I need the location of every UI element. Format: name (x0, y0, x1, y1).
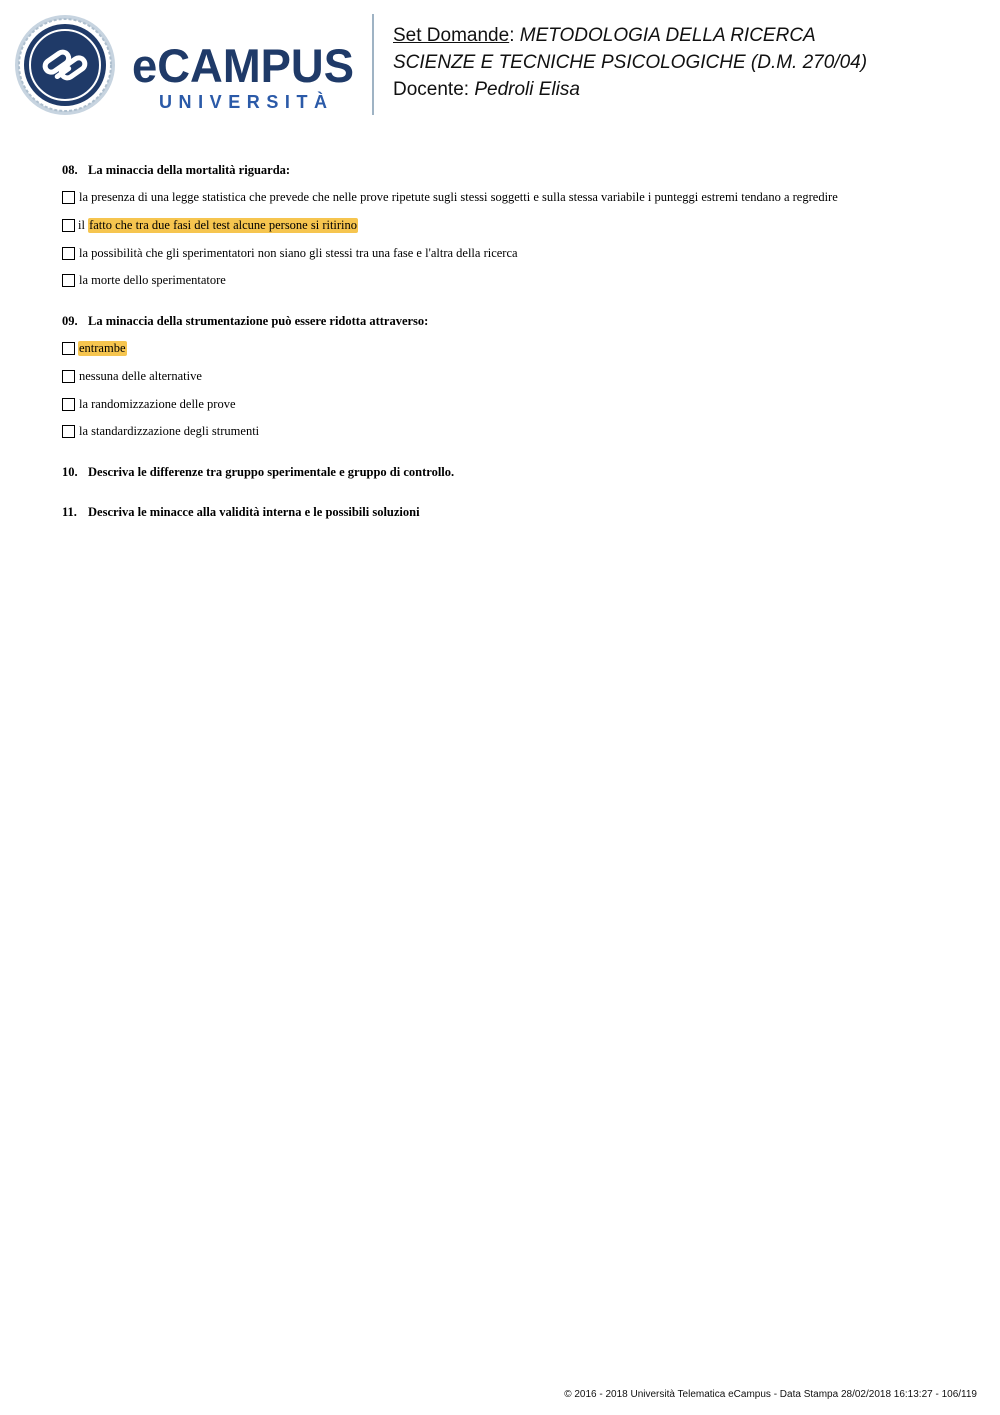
question-number: 09. (62, 314, 78, 328)
checkbox[interactable] (62, 425, 75, 438)
set-label: Set Domande (393, 25, 510, 46)
option-label: la presenza di una legge statistica che prevede che nelle prove ripetute sugli stessi soggetti e sulla stessa variabile i punteggi estremi tendano a regredire (79, 189, 838, 204)
question-number: 08. (62, 163, 78, 177)
option-label-highlighted: fatto che tra due fasi del test alcune persone si ritirino (89, 217, 358, 232)
checkbox[interactable] (62, 342, 75, 355)
logo-wordmark: eCAMPUS (132, 39, 354, 92)
question-09-option-1[interactable] (62, 340, 127, 356)
question-number: 10. (62, 465, 78, 479)
checkbox[interactable] (62, 398, 75, 411)
question-10-title (62, 465, 454, 480)
question-08-option-4[interactable] (62, 272, 227, 288)
header-line-3 (393, 76, 867, 103)
program-name: SCIENZE E TECNICHE PSICOLOGICHE (D.M. 270/04) (393, 52, 868, 73)
course-title: METODOLOGIA DELLA RICERCA (519, 25, 816, 46)
option-label: la randomizzazione delle prove (79, 396, 236, 411)
question-text: La minaccia della mortalità riguarda: (88, 163, 291, 177)
question-09-option-2[interactable] (62, 368, 203, 384)
header-divider (372, 14, 374, 115)
question-08-option-2[interactable] (62, 217, 358, 233)
teacher-label: Docente: (393, 79, 475, 100)
header-info (393, 22, 867, 103)
question-09-title (62, 314, 428, 329)
question-09-option-4[interactable] (62, 423, 260, 439)
question-09-option-3[interactable] (62, 396, 237, 412)
question-08-option-3[interactable] (62, 245, 519, 261)
question-08-title (62, 163, 290, 178)
teacher-name: Pedroli Elisa (474, 79, 580, 100)
checkbox[interactable] (62, 247, 75, 260)
ecampus-logo (14, 14, 359, 118)
question-text: Descriva le differenze tra gruppo sperimentale e gruppo di controllo. (88, 465, 455, 479)
question-text: Descriva le minacce alla validità interna e le possibili soluzioni (88, 505, 420, 519)
option-label-prefix: il (78, 217, 89, 232)
option-label: nessuna delle alternative (79, 368, 202, 383)
header-line-1: Set Domande: METODOLOGIA DELLA RICERCA (393, 25, 816, 46)
page-footer: © 2016 - 2018 Università Telematica eCampus - Data Stampa 28/02/2018 16:13:27 - 106/119 (564, 1389, 977, 1400)
question-number: 11. (62, 505, 77, 519)
option-label: la possibilità che gli sperimentatori non siano gli stessi tra una fase e l'altra della ricerca (79, 245, 518, 260)
checkbox[interactable] (62, 370, 75, 383)
checkbox[interactable] (62, 219, 75, 232)
question-08-option-1[interactable] (62, 189, 839, 205)
option-label: la morte dello sperimentatore (79, 272, 226, 287)
checkbox[interactable] (62, 274, 75, 287)
question-text: La minaccia della strumentazione può essere ridotta attraverso: (88, 314, 429, 328)
ecampus-seal-icon (15, 15, 115, 115)
option-label: la standardizzazione degli strumenti (79, 423, 260, 438)
checkbox[interactable] (62, 191, 75, 204)
question-11-title (62, 505, 420, 520)
logo-subtitle: UNIVERSITÀ (159, 92, 327, 112)
option-label-highlighted: entrambe (79, 340, 126, 355)
